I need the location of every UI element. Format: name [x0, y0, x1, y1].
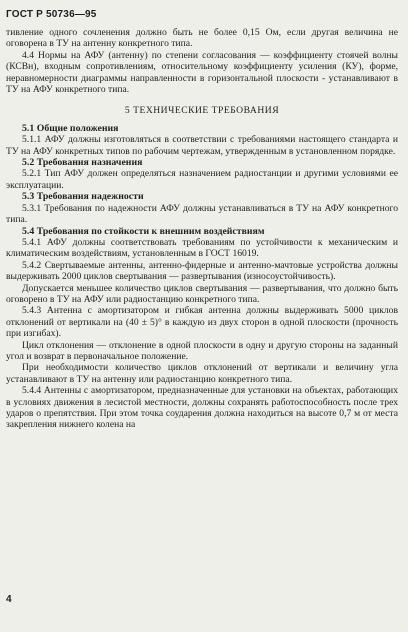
subsection-5-2-heading: 5.2 Требования назначения — [22, 157, 143, 169]
subsection-5-4-heading: 5.4 Требования по стойкости к внешним воздействиям — [22, 225, 265, 237]
paragraph-5-4-2: 5.4.2 Свертываемые антенны, антенно-фидерные и антенно-мачтовые устройства должны выдерживать 2000 циклов свертывания — развертывания (износоустойчивость). — [6, 259, 398, 283]
paragraph-5-3-1: 5.3.1 Требования по надежности АФУ должны устанавливаться в ТУ на АФУ конкретного типа. — [6, 202, 398, 226]
paragraph-5-4-3-note: При необходимости количество циклов отклонений от вертикали и величину угла устанавливают в ТУ на антенну или радиостанцию конкретного типа. — [6, 362, 398, 385]
paragraph-5-4-1: 5.4.1 АФУ должны соответствовать требованиям по устойчивости к механическим и климатическим воздействиям, установленным в ГОСТ 16019. — [6, 236, 398, 260]
paragraph-4-4: 4.4 Нормы на АФУ (антенну) по степени согласования — коэффициенту стоячей волны (КСВн), входным сопротивлениям, относительному коэффициенту усиления (КУ), форме, неравномерности диаграммы направленности в горизонтальной плоскости - устанавливают в ТУ на АФУ конкретного типа. — [6, 49, 398, 96]
paragraph-5-4-4: 5.4.4 Антенны с амортизатором, предназначенные для установки на объектах, работающих в условиях движения в лесистой местности, должны сохранять работоспособность после трех ударов о препятствия. При этом точка соударения должна находиться на высоте 0,7 м от места закрепления нижнего колена на — [6, 385, 398, 431]
page-number: 4 — [6, 594, 12, 605]
document-header: ГОСТ Р 50736—95 — [6, 9, 97, 20]
subsection-5-3-heading: 5.3 Требования надежности — [22, 191, 144, 203]
section-title-technical-requirements: 5 ТЕХНИЧЕСКИЕ ТРЕБОВАНИЯ — [124, 105, 280, 117]
paragraph-5-4-2-note: Допускается меньшее количество циклов свертывания — развертывания, что должно быть оговорено в ТУ на АФУ или радиостанцию конкретного типа. — [6, 282, 398, 305]
paragraph-5-4-3-definition: Цикл отклонения — отклонение в одной плоскости в одну и другую стороны на заданный угол и возврат в первоначальное положение. — [6, 339, 398, 362]
paragraph-continuation: тивление одного сочленения должно быть не более 0,15 Ом, если другая величина не оговорена в ТУ на антенну конкретного типа. — [6, 27, 398, 50]
paragraph-5-1-1: 5.1.1 АФУ должны изготовляться в соответствии с требованиями настоящего стандарта и ТУ на АФУ конкретных типов по рабочим чертежам, утвержденным в установленном порядке. — [6, 134, 398, 157]
document-body — [6, 27, 398, 431]
paragraph-5-4-3: 5.4.3 Антенна с амортизатором и гибкая антенна должны выдерживать 5000 циклов отклонений от вертикали на (40 ± 5)° в каждую из двух сторон в одной плоскости (прочность при изгибах). — [6, 305, 398, 340]
paragraph-5-2-1: 5.2.1 Тип АФУ должен определяться назначением радиостанции и другими условиями ее эксплуатации. — [6, 168, 398, 191]
subsection-5-1-heading: 5.1 Общие положения — [22, 122, 119, 134]
